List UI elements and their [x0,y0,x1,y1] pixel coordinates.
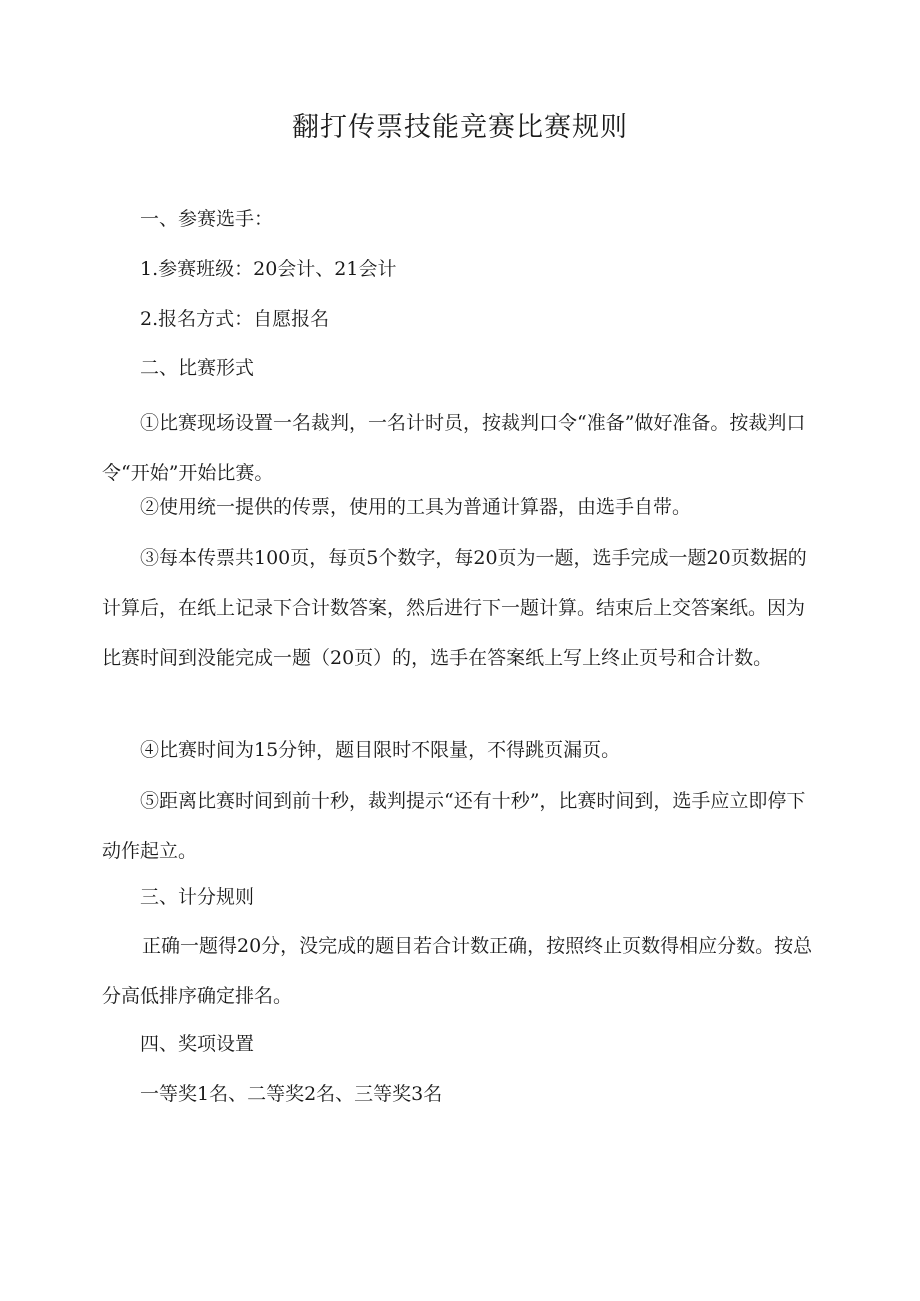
section-awards-heading: 四、奖项设置 [140,1033,255,1055]
format-item-2: ②使用统一提供的传票，使用的工具为普通计算器，由选手自带。 [140,496,692,518]
format-item-4: ④比赛时间为15分钟，题目限时不限量，不得跳页漏页。 [140,739,621,761]
format-item-1: ①比赛现场设置一名裁判，一名计时员，按裁判口令“准备”做好准备。按裁判口令“开始”开始比赛。 [102,412,806,484]
format-item-3: ③每本传票共100页，每页5个数字，每20页为一题，选手完成一题20页数据的计算后，在纸上记录下合计数答案，然后进行下一题计算。结束后上交答案纸。因为比赛时间到没能完成一题（20页）的，选手在答案纸上写上终止页号和合计数。 [102,547,807,669]
section-participants-heading: 一、参赛选手： [140,208,274,230]
awards-detail: 一等奖1名、二等奖2名、三等奖3名 [140,1083,443,1105]
participants-signup-line: 2.报名方式：自愿报名 [140,308,330,330]
section-format-heading: 二、比赛形式 [140,357,255,379]
participants-class-line: 1.参赛班级：20会计、21会计 [140,258,397,280]
format-item-5: ⑤距离比赛时间到前十秒，裁判提示“还有十秒”，比赛时间到，选手应立即停下动作起立。 [102,790,806,862]
scoring-rule: 正确一题得20分，没完成的题目若合计数正确，按照终止页数得相应分数。按总分高低排序确定排名。 [102,935,813,1007]
document-title: 翻打传票技能竞赛比赛规则 [292,112,628,143]
section-scoring-heading: 三、计分规则 [140,886,255,908]
